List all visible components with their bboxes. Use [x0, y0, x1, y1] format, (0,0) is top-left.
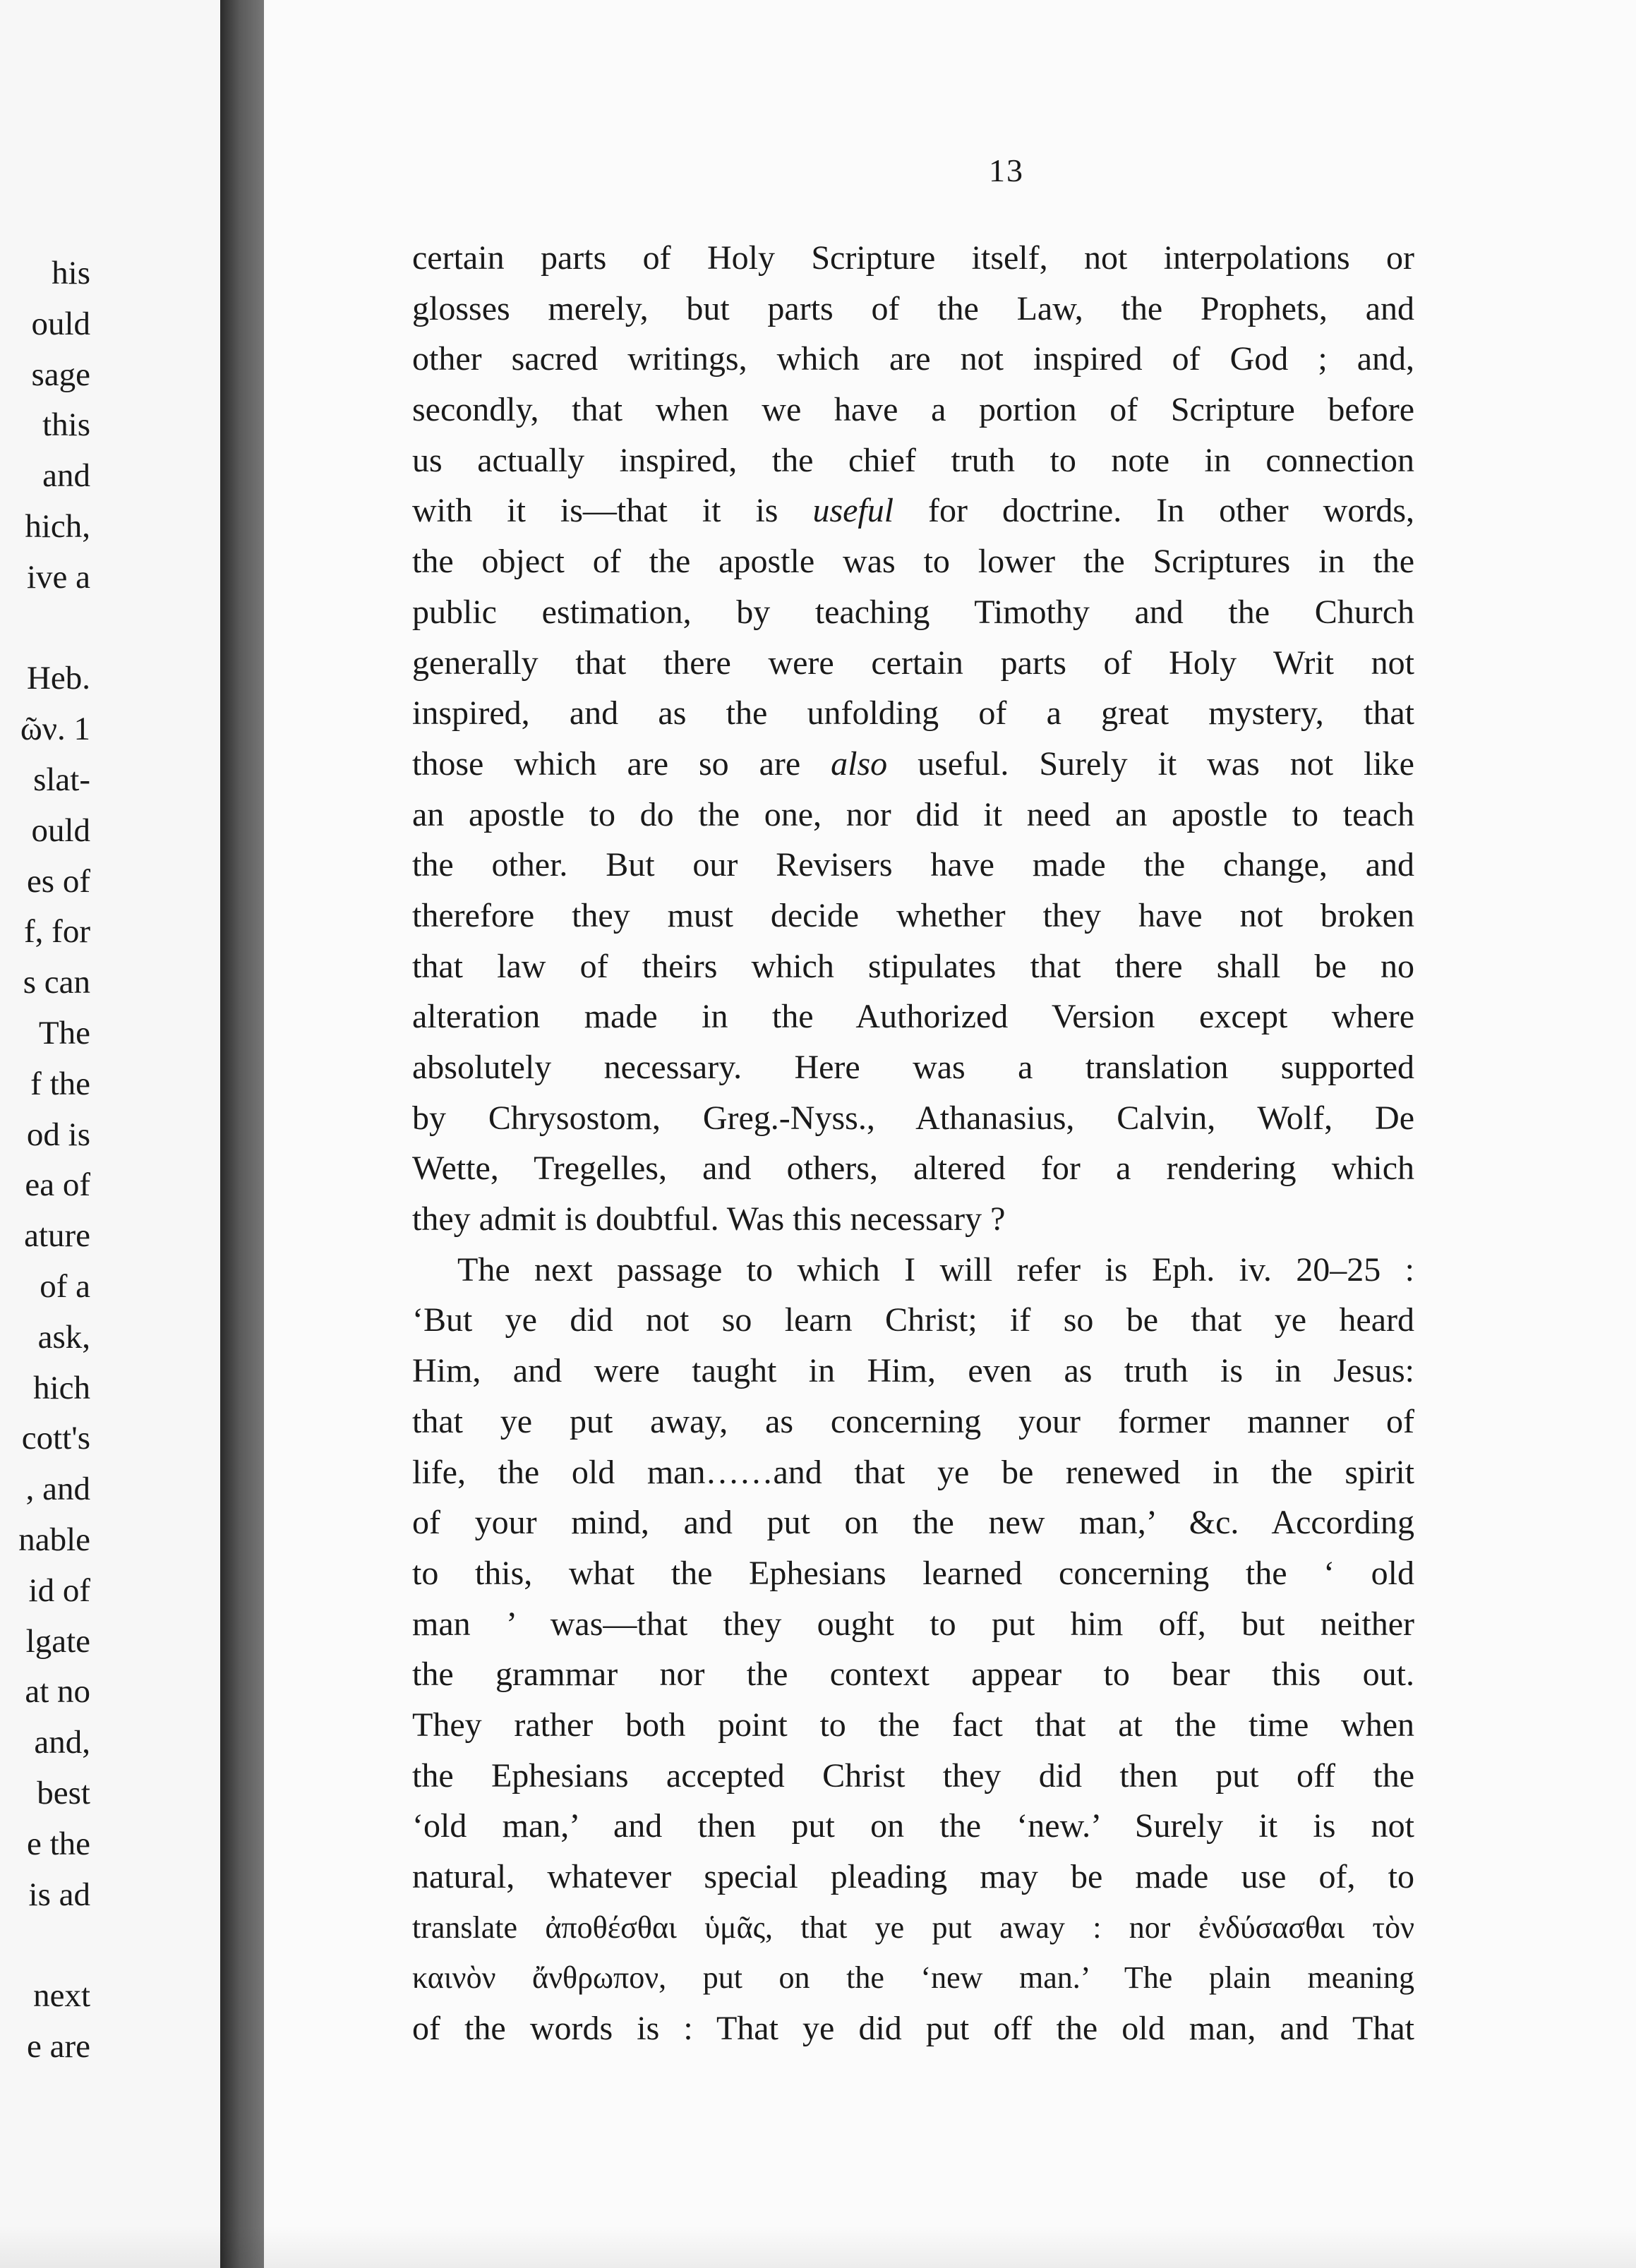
text-line: public estimation, by teaching Timothy and the Church: [412, 593, 1414, 631]
text-line: that law of theirs which stipulates that there shall be no: [412, 947, 1414, 985]
previous-page-line: at no: [25, 1673, 90, 1711]
previous-page-line: The: [38, 1014, 90, 1051]
previous-page-line: [0, 1920, 90, 1971]
text-line: therefore they must decide whether they have not broken: [412, 896, 1414, 934]
text-line: glosses merely, but parts of the Law, the Prophets, and: [412, 289, 1414, 327]
previous-page-line: id of: [28, 1572, 90, 1609]
text-line: ‘But ye did not so learn Christ; if so be that ye heard: [412, 1301, 1414, 1339]
text-line: translate ἀποθέσθαι ὑμᾶς, that ye put away : nor ἐνδύσασθαι τὸν: [412, 1910, 1414, 1945]
text-line: with it is—that it is useful for doctrine. In other words,: [412, 492, 1414, 530]
text-line: They rather both point to the fact that at the time when: [412, 1706, 1414, 1744]
previous-page-line: Heb.: [26, 660, 90, 697]
previous-page-line: lgate: [25, 1622, 90, 1660]
scan-bottom-shade: [0, 2226, 1636, 2268]
text-line: an apostle to do the one, nor did it need an apostle to teach: [412, 795, 1414, 833]
previous-page-line: f the: [30, 1065, 90, 1102]
text-line: absolutely necessary. Here was a translation supported: [412, 1049, 1414, 1086]
previous-page-line: ive a: [26, 558, 90, 596]
previous-page-line: s can: [23, 964, 90, 1001]
text-line: καινὸν ἄνθρωπον, put on the ‘new man.’ The plain meaning: [412, 1960, 1414, 1996]
previous-page-line: next: [33, 1977, 90, 2015]
previous-page-line: , and: [25, 1471, 90, 1508]
previous-page-line: ould: [31, 305, 90, 342]
previous-page-line: cott's: [21, 1420, 90, 1457]
previous-page-line: slat-: [33, 761, 90, 798]
previous-page-line: ῶν. 1: [20, 711, 90, 748]
previous-page-line: ature: [24, 1217, 90, 1255]
text-line: those which are so are also useful. Surely it was not like: [412, 744, 1414, 783]
body-text: [412, 233, 1414, 2054]
text-line: of the words is : That ye did put off the old man, and That: [412, 2010, 1414, 2048]
current-page: [264, 0, 1636, 2268]
text-line: of your mind, and put on the new man,’ &c. According: [412, 1504, 1414, 1542]
text-line: man ’ was—that they ought to put him off, but neither: [412, 1605, 1414, 1643]
previous-page-line: hich,: [25, 507, 90, 545]
text-line: the grammar nor the context appear to bear this out.: [412, 1655, 1414, 1694]
previous-page-line: and: [42, 457, 90, 495]
book-binding-gutter: [220, 0, 264, 2268]
text-line: secondly, that when we have a portion of Scripture before: [412, 391, 1414, 429]
previous-page-line: ould: [31, 812, 90, 849]
text-line: alteration made in the Authorized Version except where: [412, 998, 1414, 1036]
previous-page-line: e are: [27, 2027, 90, 2065]
text-line: natural, whatever special pleading may be made use of, to: [412, 1858, 1414, 1895]
previous-page-line: ask,: [37, 1318, 90, 1356]
previous-page-line: es of: [26, 862, 90, 900]
previous-page-line: [0, 603, 90, 654]
previous-page-line: hich: [33, 1369, 90, 1406]
text-line: ‘old man,’ and then put on the ‘new.’ Surely it is not: [412, 1807, 1414, 1845]
text-line: generally that there were certain parts of Holy Writ not: [412, 644, 1414, 682]
previous-page-line: f, for: [24, 913, 90, 951]
text-line: that ye put away, as concerning your former manner of: [412, 1402, 1414, 1440]
text-line: Wette, Tregelles, and others, altered for a rendering which: [412, 1150, 1414, 1188]
previous-page-line: of a: [40, 1267, 90, 1305]
text-line: other sacred writings, which are not inspired of God ; and,: [412, 340, 1414, 378]
previous-page-line: is ad: [28, 1876, 90, 1913]
text-line: the object of the apostle was to lower the Scriptures in the: [412, 543, 1414, 581]
previous-page-line: this: [42, 406, 90, 444]
text-line: us actually inspired, the chief truth to note in connection: [412, 441, 1414, 479]
text-line: to this, what the Ephesians learned concerning the ‘ old: [412, 1554, 1414, 1592]
text-line: the other. But our Revisers have made the change, and: [412, 846, 1414, 884]
page-number: 13: [989, 152, 1024, 188]
previous-page-fragment: [0, 0, 220, 2268]
text-line: The next passage to which I will refer is Eph. iv. 20–25 :: [457, 1250, 1414, 1289]
text-line: inspired, and as the unfolding of a great mystery, that: [412, 694, 1414, 732]
previous-page-line: his: [52, 255, 90, 291]
previous-page-line: od is: [26, 1116, 90, 1153]
text-line: they admit is doubtful. Was this necessary ?: [412, 1200, 1006, 1238]
text-line: the Ephesians accepted Christ they did then put off the: [412, 1756, 1414, 1795]
previous-page-line: sage: [31, 356, 90, 393]
previous-page-line: and,: [34, 1724, 90, 1761]
text-line: by Chrysostom, Greg.-Nyss., Athanasius, Calvin, Wolf, De: [412, 1099, 1414, 1137]
previous-page-line: best: [37, 1774, 90, 1811]
text-line: Him, and were taught in Him, even as truth is in Jesus:: [412, 1352, 1414, 1390]
text-line: life, the old man……and that ye be renewed in the spirit: [412, 1453, 1414, 1491]
previous-page-text: [0, 248, 90, 2073]
text-line: certain parts of Holy Scripture itself, not interpolations or: [412, 239, 1414, 277]
previous-page-line: e the: [26, 1825, 90, 1862]
previous-page-line: ea of: [25, 1166, 90, 1204]
previous-page-line: nable: [18, 1521, 90, 1558]
